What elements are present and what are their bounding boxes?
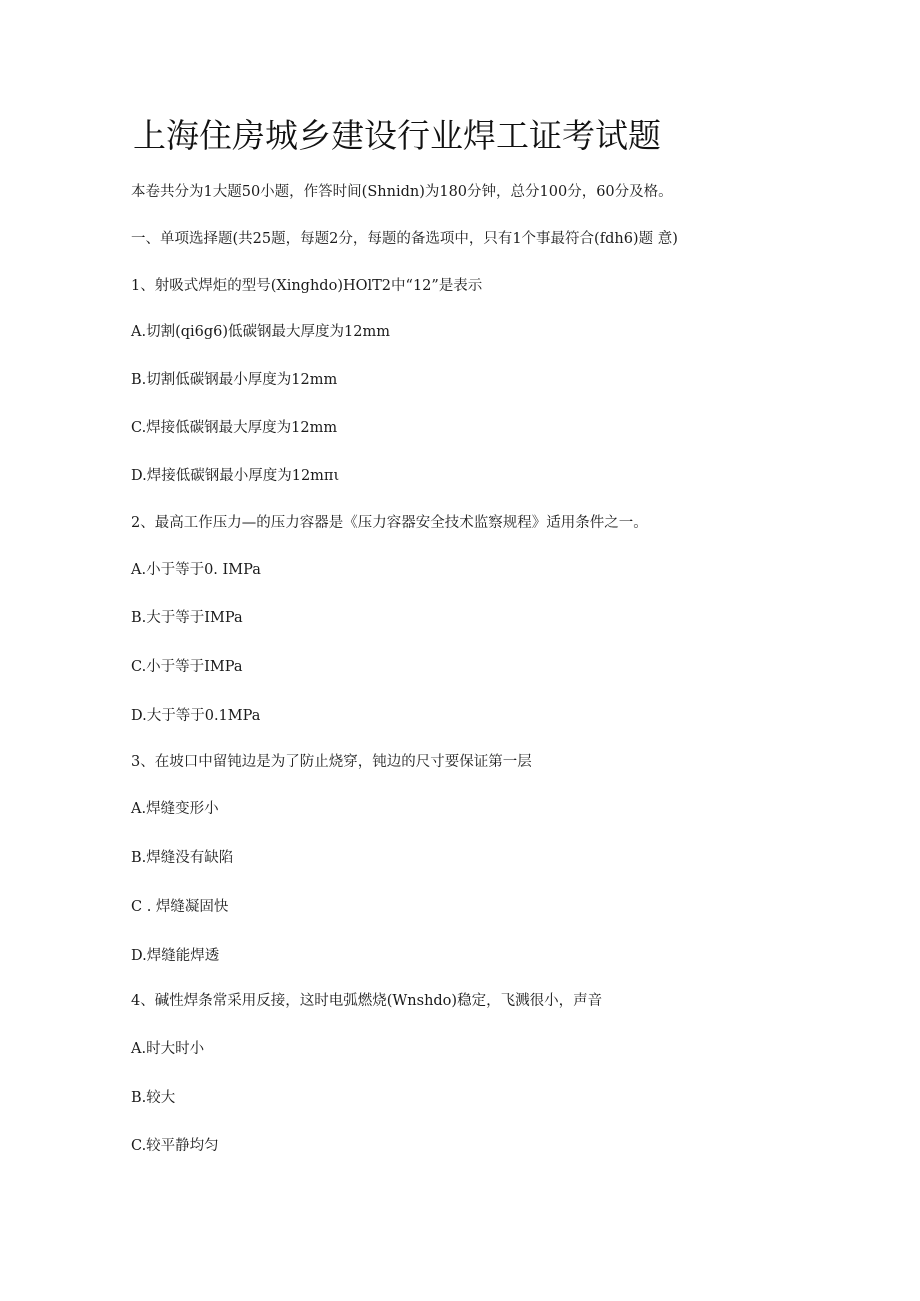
question-1-stem: 1、射吸式焊炬的型号(Xinghdo)HOlT2中“12”是表示: [131, 278, 483, 294]
question-3-option-d: D.焊缝能焊透: [131, 948, 220, 964]
question-3-stem: 3、在坡口中留钝边是为了防止烧穿，钝边的尺寸要保证第一层: [131, 754, 532, 770]
question-1-option-c: C.焊接低碳钢最大厚度为12mm: [131, 420, 338, 436]
question-2-option-a: A.小于等于0. IMPa: [131, 562, 261, 578]
question-2-stem: 2、最高工作压力—的压力容器是《压力容器安全技术监察规程》适用条件之一。: [131, 515, 648, 531]
question-3-option-b: B.焊缝没有缺陷: [131, 850, 234, 866]
question-2-option-c: C.小于等于IMPa: [131, 659, 243, 675]
question-3-option-a: A.焊缝变形小: [131, 801, 219, 817]
exam-intro: 本卷共分为1大题50小题，作答时间(Shnidn)为180分钟，总分100分，60分及格。: [131, 184, 673, 200]
question-4-option-a: A.时大时小: [131, 1041, 205, 1057]
question-1-option-d: D.焊接低碳钢最小厚度为12mπι: [131, 468, 340, 484]
document-title: 上海住房城乡建设行业焊工证考试题: [133, 116, 661, 155]
question-3-option-c: C . 焊缝凝固快: [131, 899, 229, 915]
question-4-option-c: C.较平静均匀: [131, 1138, 219, 1154]
question-2-option-d: D.大于等于0.1MPa: [131, 708, 261, 724]
question-1-option-b: B.切割低碳钢最小厚度为12mm: [131, 372, 338, 388]
question-1-option-a: A.切割(qi6g6)低碳钢最大厚度为12mm: [131, 324, 390, 340]
section-heading: 一、单项选择题(共25题，每题2分，每题的备选项中，只有1个事最符合(fdh6)题 意): [131, 231, 678, 247]
question-2-option-b: B.大于等于IMPa: [131, 610, 243, 626]
question-4-option-b: B.较大: [131, 1090, 176, 1106]
question-4-stem: 4、碱性焊条常采用反接，这时电弧燃烧(Wnshdo)稳定，飞溅很小，声音: [131, 993, 603, 1009]
